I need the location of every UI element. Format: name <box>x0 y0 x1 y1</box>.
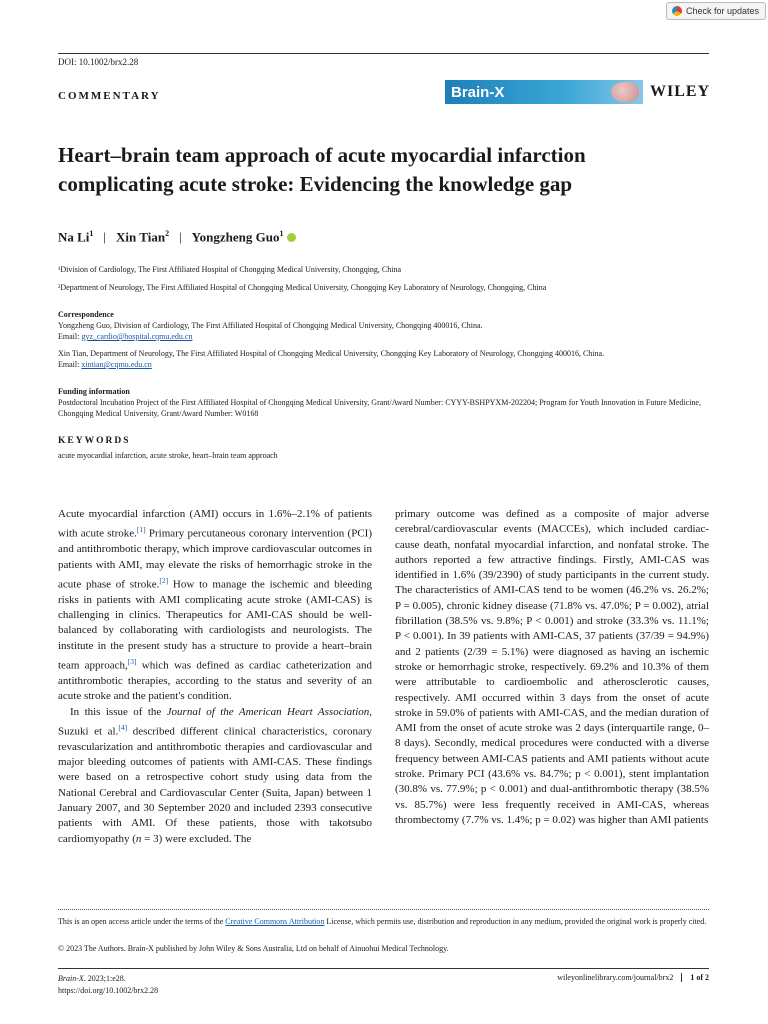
journal-banner[interactable] <box>445 80 643 104</box>
doi: DOI: 10.1002/brx2.28 <box>58 57 139 67</box>
article-title: Heart–brain team approach of acute myocardial infarction complicating acute stroke: Evidencing the knowledge gap <box>58 143 586 196</box>
footer-rule <box>58 968 709 969</box>
correspondence-text: Xin Tian, Department of Neurology, The First Affiliated Hospital of Chongqing Medical University, Chongqing Key Laboratory of Neurology, Chongqing 400016, China. <box>58 349 605 358</box>
citation-link[interactable]: [3] <box>127 656 137 666</box>
crossmark-icon <box>672 6 682 16</box>
body-column-left <box>58 507 372 847</box>
check-updates-button[interactable] <box>666 2 766 20</box>
orcid-icon[interactable] <box>287 233 296 242</box>
copyright: © 2023 The Authors. Brain-X published by John Wiley & Sons Australia, Ltd on behalf of Ainuohui Medical Technology. <box>58 944 449 953</box>
author-separator: | <box>179 229 182 245</box>
header-rule <box>58 53 709 54</box>
license-text: This is an open access article under the terms of the Creative Commons Attribution License, which permits use, distribution and reproduction in any medium, provided the original work is properly cited. <box>58 917 707 926</box>
publisher-logo: WILEY <box>650 83 711 100</box>
section-label: COMMENTARY <box>58 90 161 102</box>
author[interactable]: Xin Tian$^2$ <box>116 229 170 245</box>
author-separator: | <box>103 229 107 245</box>
body-column-right <box>395 507 709 828</box>
correspondence-text: Yongzheng Guo, Division of Cardiology, The First Affiliated Hospital of Chongqing Medical University, Chongqing 400016, China. <box>58 321 483 330</box>
journal-site-link[interactable]: wileyonlinelibrary.com/journal/brx2 <box>557 973 674 982</box>
funding <box>58 386 708 419</box>
correspondence: Correspondence Yongzheng Guo, Division of Cardiology, The First Affiliated Hospital of Chongqing Medical University, Chongqing 400016, China. Email: gyz_cardio@hospital.cqmu.edu.cn Xin Tian, Department of Neurology, The First Affiliated Hospital of Chongqing Medical University, Chongqing Key Laboratory of Neurology, Chongqing 400016, China. Email: xintian@cqmu.edu.cn <box>58 309 708 370</box>
paragraph: Acute myocardial infarction (AMI) occurs in 1.6%–2.1% of patients with acute stroke.[1] Primary percutaneous coronary intervention (PCI) and antithrombotic therapy, which improve cardiovascular outcomes in patients with AMI, may elevate the risks of hemorrhagic stroke in the acute phase of stroke.[2] How to manage the ischemic and bleeding risks in patients with AMI complicating acute stroke (AMI-CAS) is challenging in clinics. Therapeutics for AMI-CAS should be well-balanced by collaborating with cardiologists and neurologists. The institute in the present study has a structure to provide a heart–brain team approach,[3] which was defined as cardiac catheterization and antithrombotic therapies, according to the status and severity of an acute stroke and the patient's condition. <box>58 508 372 703</box>
affiliation: ¹Division of Cardiology, The First Affiliated Hospital of Chongqing Medical University, Chongqing, China <box>58 265 402 274</box>
correspondence-heading: Correspondence <box>58 310 114 319</box>
author[interactable]: Yongzheng Guo$^1$ <box>191 229 284 245</box>
citation-link[interactable]: [2] <box>159 575 169 585</box>
funding-text: Postdoctoral Incubation Project of the First Affiliated Hospital of Chongqing Medical University, Grant/Award Number: CYYY-BSHPYXM-202204; Program for Youth Innovation in Future Medicine, Chongqing Medical University, Grant/Award Number: W0168 <box>58 398 701 418</box>
keywords-text: acute myocardial infarction, acute stroke, heart–brain team approach <box>58 451 278 460</box>
email-link[interactable]: xintian@cqmu.edu.cn <box>81 360 152 369</box>
paragraph: primary outcome was defined as a composite of major adverse cerebral/cardiovascular events (MACCEs), which included cardiac-cause death, nonfatal myocardial infarction, and nonfatal stroke. The authors reported a few attractive findings. Firstly, AMI-CAS was identified in 1.6% (39/2390) of study participants in the current study. The characteristics of AMI-CAS tend to be women (46.2% vs. 26.2%; P = 0.005), chronic kidney disease (71.8% vs. 47.0%; P = 0.002), atrial fibrillation (38.5% vs. 9.8%; P < 0.001) and stroke (33.3% vs. 11.1%; P < 0.001). In 39 patients with AMI-CAS, 37 patients (37/39 = 94.9%) and 2 patients (2/39 = 5.1%) were diagnosed as having an ischemic stroke or hemorrhagic stroke, respectively. 69.2% and 10.3% of them were attributable to cardioembolic and atherosclerotic causes, respectively. AMI occurred within 3 days from the onset of acute stroke in 59.0% of patients with AMI-CAS, and the median duration of AMI from the onset of acute stroke was 2 days (interquartile range, 0–8 days). Secondly, medical procedures were conducted with a diverse frequency between AMI-CAS patients and AMI patients without acute stroke. Primary PCI (43.6% vs. 84.7%; p < 0.001), stent implantation (30.8% vs. 77.9%; p < 0.001) and dual-antithrombotic therapy (38.5% vs. 85.7%) were less frequently received in AMI-CAS, whereas thrombectomy (7.7% vs. 1.4%; p = 0.02) was higher than AMI patients <box>395 508 709 826</box>
keywords-heading: KEYWORDS <box>58 436 131 446</box>
author[interactable]: Na Li$^1$ <box>58 229 94 245</box>
check-updates-label: Check for updates <box>686 6 760 16</box>
footer-right <box>557 973 709 982</box>
author-list <box>58 229 296 245</box>
affiliation: ²Department of Neurology, The First Affiliated Hospital of Chongqing Medical University, Chongqing Key Laboratory of Neurology, Chongqing, China <box>58 283 547 292</box>
citation-link[interactable]: [4] <box>118 722 128 732</box>
paragraph: In this issue of the Journal of the American Heart Association, Suzuki et al.[4] described different clinical characteristics, coronary revascularization and antithrombotic therapies and cardiovascular and major bleeding outcomes of patients with AMI-CAS. These findings were based on a retrospective cohort study using data from the National Cerebral and Cardiovascular Center (Suita, Japan) between 1 January 2007, and 30 September 2020 and included 2393 consecutive patients with AMI. Of these patients, those with takotsubo cardiomyopathy (n = 3) were excluded. The <box>58 705 373 845</box>
license-link[interactable]: Creative Commons Attribution <box>225 917 325 926</box>
license-divider <box>58 909 709 910</box>
journal-logo: Brain-X <box>451 83 505 101</box>
page-number: 1 of 2 <box>681 973 709 982</box>
footer-citation: Brain-X. 2023;1:e28. https://doi.org/10.1002/brx2.28 <box>58 974 159 995</box>
funding-heading: Funding information <box>58 387 130 396</box>
citation-link[interactable]: [1] <box>136 525 146 535</box>
email-link[interactable]: gyz_cardio@hospital.cqmu.edu.cn <box>81 332 193 341</box>
footer-doi-link[interactable]: https://doi.org/10.1002/brx2.28 <box>58 986 159 995</box>
brain-icon <box>611 82 639 102</box>
